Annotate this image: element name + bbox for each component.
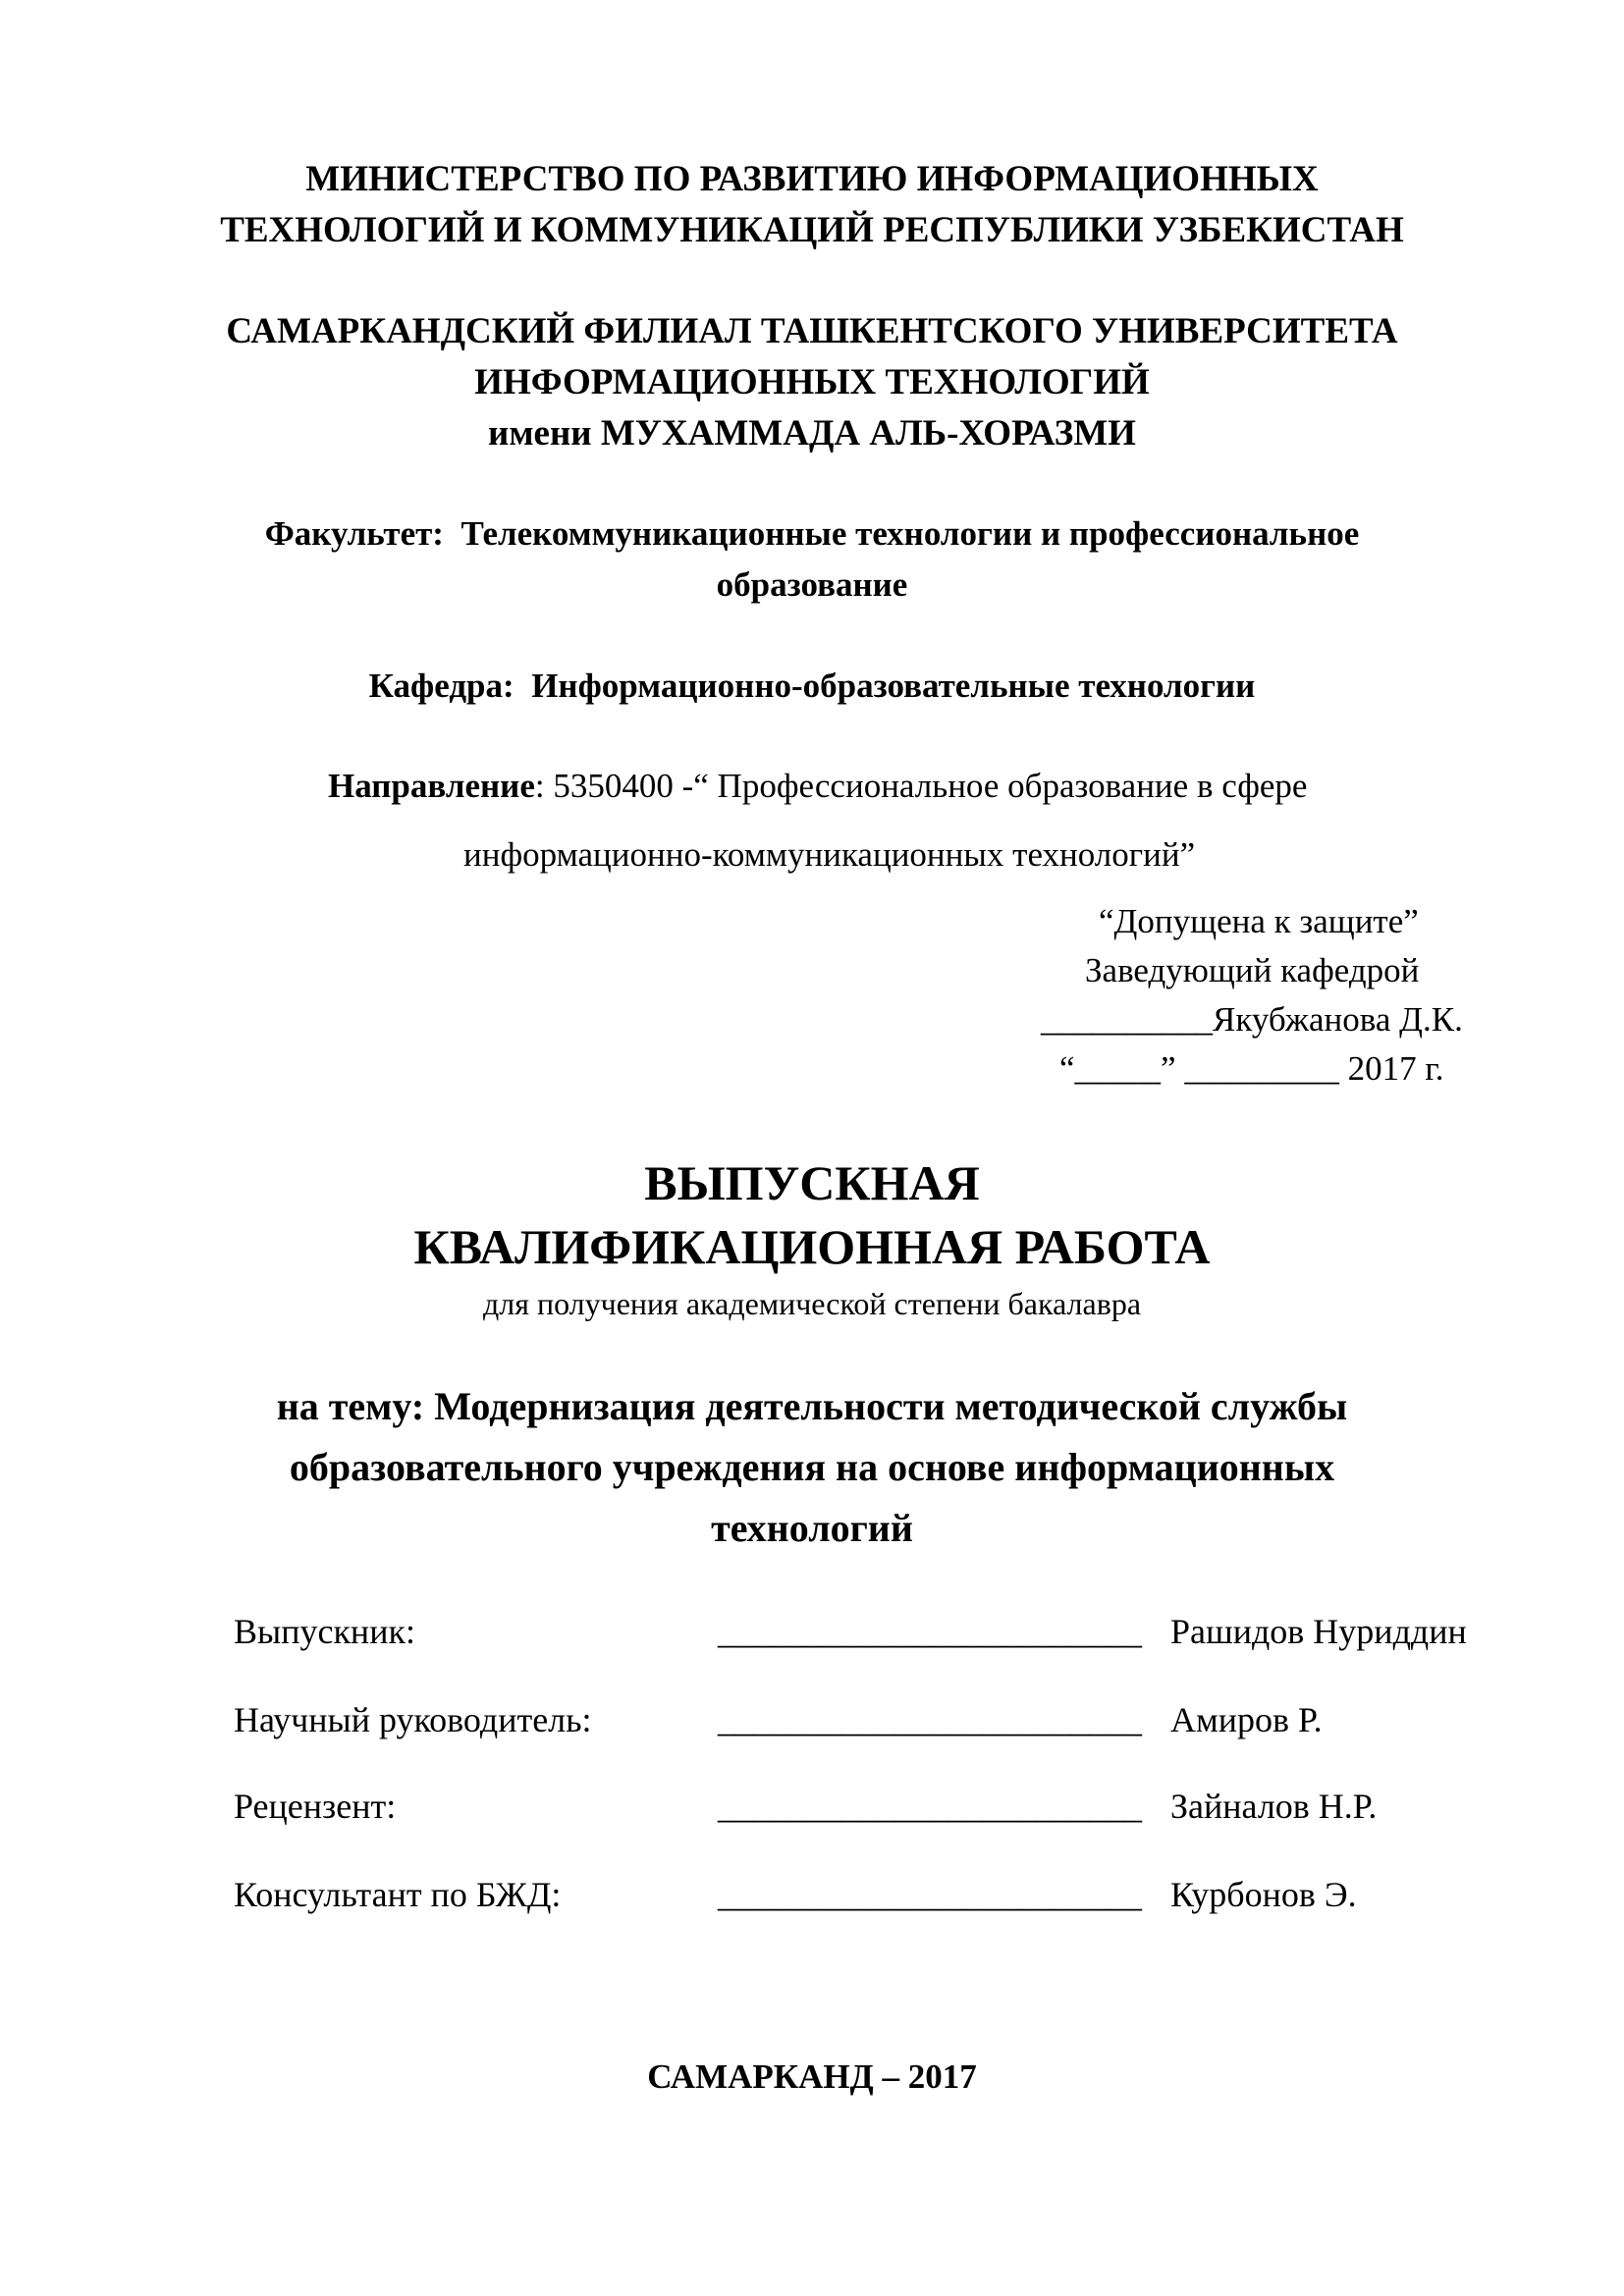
signature-role-reviewer: Рецензент: bbox=[234, 1787, 397, 1826]
signature-line-supervisor: ________________________ bbox=[718, 1700, 1142, 1739]
approval-admitted: “Допущена к защите” bbox=[1099, 902, 1419, 940]
approval-date-line: “_____” _________ 2017 г. bbox=[1059, 1049, 1444, 1088]
faculty-label: Факультет: bbox=[264, 514, 444, 553]
direction-line-1 bbox=[328, 769, 1307, 803]
faculty-value-line-1: Телекоммуникационные технологии и профессиональное bbox=[460, 514, 1360, 553]
faculty-value-line-2: образование bbox=[716, 565, 908, 604]
direction-label: Направление bbox=[328, 767, 535, 805]
theme-line-1: на тему: Модернизация деятельности методической службы bbox=[276, 1384, 1348, 1428]
signature-name-graduate: Рашидов Нуриддин bbox=[1170, 1612, 1467, 1651]
signature-line-graduate: ________________________ bbox=[718, 1612, 1142, 1651]
signature-line-safety-consultant: ________________________ bbox=[718, 1875, 1142, 1914]
university-line-1: САМАРКАНДСКИЙ ФИЛИАЛ ТАШКЕНТСКОГО УНИВЕРСИТЕТА bbox=[226, 311, 1398, 351]
direction-value-line-1: : 5350400 -“ Профессиональное образование в сфере bbox=[534, 767, 1308, 805]
work-subtitle: для получения академической степени бакалавра bbox=[482, 1286, 1142, 1321]
ministry-line-2: ТЕХНОЛОГИЙ И КОММУНИКАЦИЙ РЕСПУБЛИКИ УЗБЕКИСТАН bbox=[220, 210, 1404, 250]
faculty-line-1 bbox=[0, 516, 1624, 551]
approval-head-of-department: Заведующий кафедрой bbox=[1085, 951, 1420, 989]
signature-line-reviewer: ________________________ bbox=[718, 1787, 1142, 1826]
ministry-line-1: МИНИСТЕРСТВО ПО РАЗВИТИЮ ИНФОРМАЦИОННЫХ bbox=[305, 159, 1319, 199]
department-value: Информационно-образовательные технологии bbox=[531, 667, 1256, 705]
signature-name-safety-consultant: Курбонов Э. bbox=[1170, 1875, 1357, 1914]
theme-line-2: образовательного учреждения на основе информационных bbox=[289, 1445, 1335, 1489]
signature-name-reviewer: Зайналов Н.Р. bbox=[1170, 1787, 1378, 1826]
footer-city-year: САМАРКАНД – 2017 bbox=[647, 2057, 977, 2096]
work-title-line-1: ВЫПУСКНАЯ bbox=[644, 1155, 980, 1210]
work-title-line-2: КВАЛИФИКАЦИОННАЯ РАБОТА bbox=[413, 1219, 1211, 1274]
approval-signature-line: __________Якубжанова Д.К. bbox=[1041, 1000, 1463, 1039]
signature-role-safety-consultant: Консультант по БЖД: bbox=[234, 1875, 562, 1914]
university-line-2: ИНФОРМАЦИОННЫХ ТЕХНОЛОГИЙ bbox=[474, 362, 1150, 402]
direction-value-line-2: информационно-коммуникационных технологий” bbox=[463, 835, 1196, 874]
department-label: Кафедра: bbox=[368, 667, 514, 705]
signature-role-supervisor: Научный руководитель: bbox=[234, 1700, 592, 1739]
signature-name-supervisor: Амиров Р. bbox=[1170, 1700, 1323, 1739]
theme-line-3: технологий bbox=[711, 1506, 913, 1550]
department-line bbox=[0, 668, 1624, 703]
university-line-3: имени МУХАММАДА АЛЬ-ХОРАЗМИ bbox=[488, 413, 1136, 454]
signature-role-graduate: Выпускник: bbox=[234, 1612, 415, 1651]
